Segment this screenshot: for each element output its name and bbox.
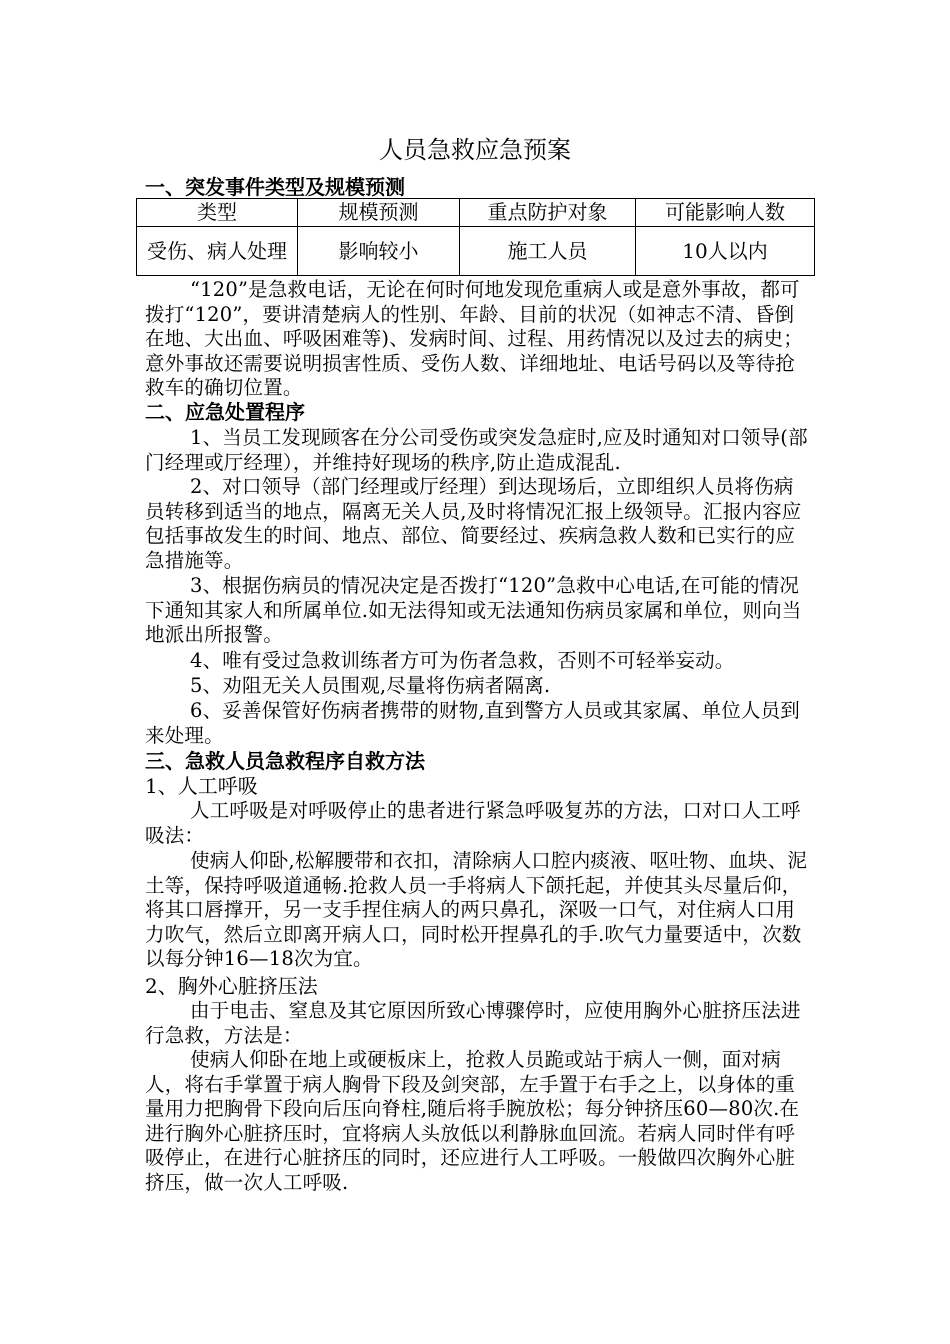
section1-heading: 一、突发事件类型及规模预测	[145, 175, 405, 199]
table-cell: 施工人员	[460, 227, 636, 276]
page-title: 人员急救应急预案	[379, 136, 571, 164]
subsection-title: 1、人工呼吸	[145, 774, 258, 798]
chest-compression-steps: 使病人仰卧在地上或硬板床上，抢救人员跪或站于病人一侧，面对病人，将右手掌置于病人胸骨下段及剑突部，左手置于右手之上，以身体的重量用力把胸骨下段向后压向脊柱,随后将手腕放松；每分钟挤压60—80次.在进行胸外心脏挤压时，宜将病人头放低以利静脉血回流。若病人同时伴有呼吸停止，在进行心脏挤压的同时，还应进行人工呼吸。一般做四次胸外心脏挤压，做一次人工呼吸.	[145, 1048, 800, 1194]
procedure-item: 4、唯有受过急救训练者方可为伤者急救，否则不可轻举妄动。	[190, 649, 735, 672]
procedure-item: 5、劝阻无关人员围观,尽量将伤病者隔离.	[190, 674, 551, 697]
table-header-cell: 可能影响人数	[636, 199, 815, 227]
section2-heading: 二、应急处置程序	[145, 400, 305, 424]
table-header-cell: 类型	[137, 199, 298, 227]
subsection-title: 2、胸外心脏挤压法	[145, 974, 318, 998]
table-cell: 影响较小	[298, 227, 460, 276]
table-cell: 受伤、病人处理	[137, 227, 298, 276]
table-cell: 10人以内	[636, 227, 815, 276]
chest-compression-intro: 由于电击、窒息及其它原因所致心博骤停时，应使用胸外心脏挤压法进行急救，方法是：	[145, 999, 801, 1047]
procedure-item: 6、妥善保管好伤病者携带的财物,直到警方人员或其家属、单位人员到来处理。	[145, 699, 801, 747]
procedure-item: 2、对口领导（部门经理或厅经理）到达现场后，立即组织人员将伤病员转移到适当的地点，隔离无关人员,及时将情况汇报上级领导。汇报内容应包括事故发生的时间、地点、部位、简要经过、疾病急救人数和已实行的应急措施等。	[145, 475, 802, 572]
table-row	[137, 227, 815, 276]
table-header-cell: 规模预测	[298, 199, 460, 227]
artificial-respiration-steps: 使病人仰卧,松解腰带和衣扣，清除病人口腔内痰液、呕吐物、血块、泥土等，保持呼吸道通畅.抢救人员一手将病人下颌托起，并使其头尽量后仰，将其口唇撑开，另一支手捏住病人的两只鼻孔，深吸一口气，对住病人口用力吹气，然后立即离开病人口，同时松开捏鼻孔的手.吹气力量要适中，次数以每分钟16—18次为宜。	[145, 849, 808, 970]
table-header-cell: 重点防护对象	[460, 199, 636, 227]
procedure-item: 3、根据伤病员的情况决定是否拨打“120”急救中心电话,在可能的情况下通知其家人和所属单位.如无法得知或无法通知伤病员家属和单位，则向当地派出所报警。	[145, 574, 802, 646]
section3-heading: 三、急救人员急救程序自救方法	[145, 749, 425, 773]
risk-table	[136, 198, 815, 276]
artificial-respiration-intro: 人工呼吸是对呼吸停止的患者进行紧急呼吸复苏的方法，口对口人工呼吸法：	[145, 799, 801, 847]
table-header-row	[137, 199, 815, 227]
emergency-call-paragraph: “120”是急救电话，无论在何时何地发现危重病人或是意外事故，都可拨打“120”，要讲清楚病人的性别、年龄、目前的状况（如神志不清、昏倒在地、大出血、呼吸困难等)、发病时间、过程、用药情况以及过去的病史；意外事故还需要说明损害性质、受伤人数、详细地址、电话号码以及等待抢救车的确切位置。	[145, 278, 803, 399]
procedure-item: 1、当员工发现顾客在分公司受伤或突发急症时,应及时通知对口领导(部门经理或厅经理），并维持好现场的秩序,防止造成混乱.	[145, 426, 808, 474]
